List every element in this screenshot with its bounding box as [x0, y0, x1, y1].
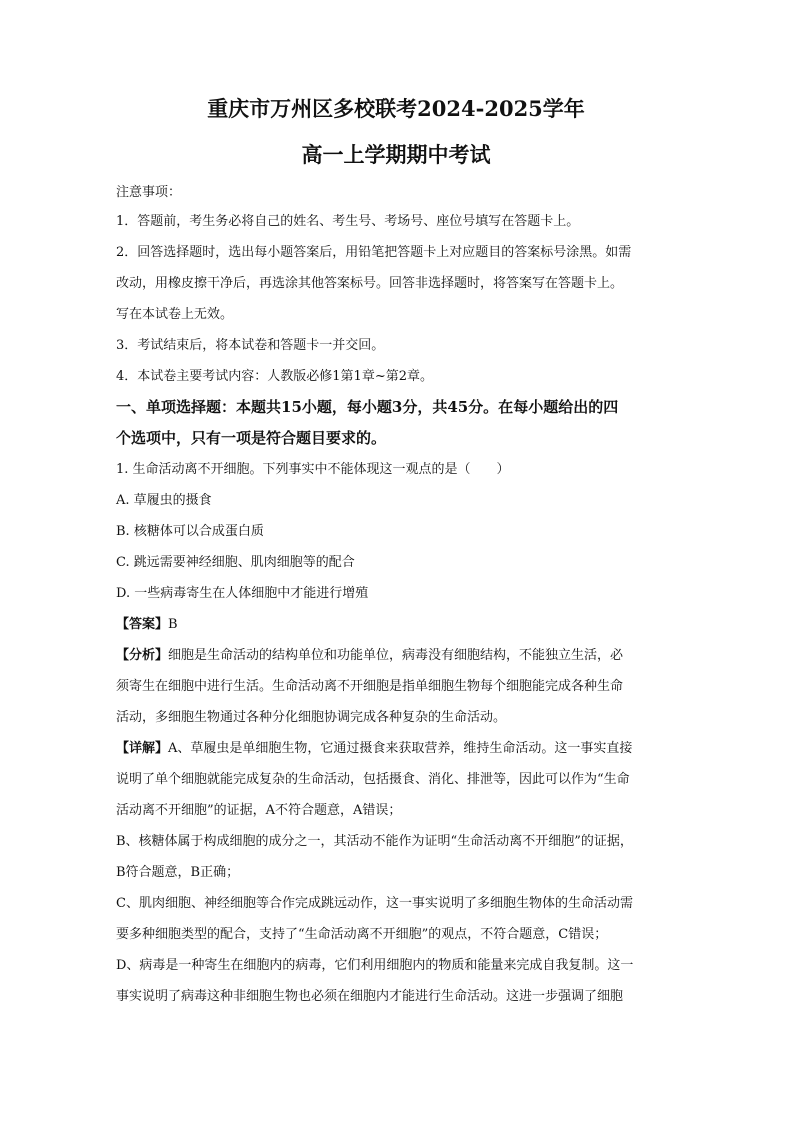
detail-line-8: D、病毒是一种寄生在细胞内的病毒，它们利用细胞内的物质和能量来完成自我复制。这一 — [116, 958, 634, 973]
detail-line-1 — [116, 733, 676, 764]
notice-item-4: 4．本试卷主要考试内容：人教版必修1第1章~第2章。 — [116, 369, 433, 384]
question-1-option-b: B. 核糖体可以合成蛋白质 — [116, 524, 264, 539]
document-page — [116, 96, 676, 1012]
detail-line-3: 活动离不开细胞”的证据，A不符合题意，A错误； — [116, 803, 402, 818]
question-1-option-d: D. 一些病毒寄生在人体细胞中才能进行增殖 — [116, 586, 369, 601]
notice-item-1: 1．答题前，考生务必将自己的姓名、考生号、考场号、座位号填写在答题卡上。 — [116, 214, 580, 229]
title-line-1: 重庆市万州区多校联考2024-2025学年 — [207, 96, 585, 121]
question-1-option-a: A. 草履虫的摄食 — [116, 493, 212, 508]
question-1-stem: 1. 生命活动离不开细胞。下列事实中不能体现这一观点的是（ ） — [116, 462, 510, 477]
detail-line-4: B、核糖体属于构成细胞的成分之一，其活动不能作为证明“生命活动离不开细胞”的证据， — [116, 834, 633, 849]
detail-line-2: 说明了单个细胞就能完成复杂的生命活动，包括摄食、消化、排泄等，因此可以作为“生命 — [116, 772, 630, 787]
analysis-label: 【分析】 — [116, 648, 169, 663]
answer-value: B — [168, 617, 178, 632]
question-1-option-c: C. 跳远需要神经细胞、肌肉细胞等的配合 — [116, 555, 355, 570]
detail-line-5: B符合题意，B正确； — [116, 865, 240, 880]
notice-item-2a: 2．回答选择题时，选出每小题答案后，用铅笔把答题卡上对应题目的答案标号涂黑。如需 — [116, 245, 632, 260]
notice-heading: 注意事项： — [116, 185, 182, 200]
notice-item-2b: 改动，用橡皮擦干净后，再选涂其他答案标号。回答非选择题时，将答案写在答题卡上。 — [116, 276, 624, 291]
title-line-2: 高一上学期期中考试 — [301, 142, 491, 167]
section-heading-line-1: 一、单项选择题：本题共15小题，每小题3分，共45分。在每小题给出的四 — [116, 398, 619, 416]
detail-line-9: 事实说明了病毒这种非细胞生物也必须在细胞内才能进行生命活动。这进一步强调了细胞 — [116, 989, 624, 1004]
detail-line-7: 要多种细胞类型的配合，支持了“生命活动离不开细胞”的观点，不符合题意，C错误； — [116, 927, 608, 942]
section-heading-line-2: 个选项中，只有一项是符合题目要求的。 — [116, 429, 387, 447]
detail-text-1: A、草履虫是单细胞生物，它通过摄食来获取营养，维持生命活动。这一事实直接 — [168, 741, 633, 756]
notice-item-3: 3．考试结束后，将本试卷和答题卡一并交回。 — [116, 338, 385, 353]
analysis-line-1 — [116, 640, 676, 671]
analysis-line-3: 活动，多细胞生物通过各种分化细胞协调完成各种复杂的生命活动。 — [116, 710, 507, 725]
answer-label: 【答案】 — [116, 617, 169, 632]
detail-line-6: C、肌肉细胞、神经细胞等合作完成跳远动作，这一事实说明了多细胞生物体的生命活动需 — [116, 896, 633, 911]
analysis-line-2: 须寄生在细胞中进行生活。生命活动离不开细胞是指单细胞生物每个细胞能完成各种生命 — [116, 679, 624, 694]
answer-line — [116, 609, 676, 640]
detail-label: 【详解】 — [116, 741, 169, 756]
notice-item-2c: 写在本试卷上无效。 — [116, 307, 234, 322]
analysis-text-1: 细胞是生命活动的结构单位和功能单位，病毒没有细胞结构，不能独立生活，必 — [168, 648, 624, 663]
